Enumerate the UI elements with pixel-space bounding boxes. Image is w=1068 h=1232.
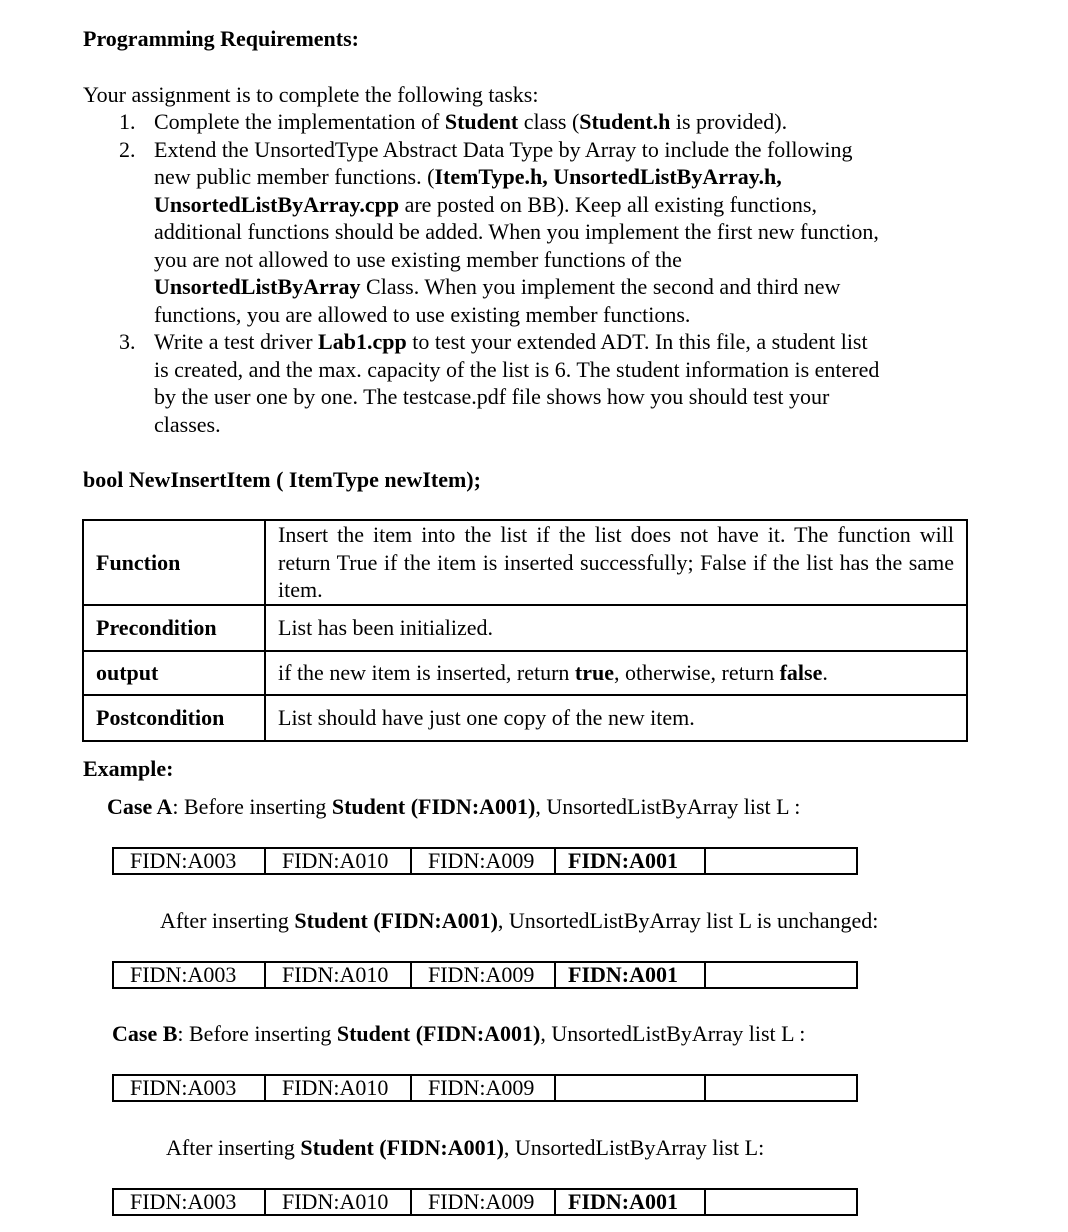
- case-a-after-array: [112, 961, 858, 989]
- array-cell: FIDN:A009: [412, 849, 556, 873]
- array-cell: FIDN:A010: [266, 1190, 412, 1214]
- case-a-before-array: [112, 847, 858, 875]
- spec-key: Function: [83, 520, 265, 605]
- requirements-list: [82, 108, 962, 438]
- text-run: additional functions should be added. When you implement the first new function,: [154, 219, 879, 244]
- array-cell: FIDN:A010: [266, 963, 412, 987]
- requirement-line: [154, 301, 962, 329]
- spec-row: [83, 520, 967, 605]
- requirement-line: [154, 356, 962, 384]
- spec-row: [83, 695, 967, 741]
- array-cell: FIDN:A003: [114, 849, 266, 873]
- bold-run: Student: [444, 109, 519, 134]
- text-run: , UnsortedListByArray list L :: [540, 1021, 806, 1046]
- requirement-number: 3.: [119, 329, 136, 354]
- requirement-line: [154, 411, 962, 439]
- requirement-item: [82, 108, 962, 136]
- text-run: After inserting: [160, 908, 295, 933]
- spec-key: output: [83, 651, 265, 695]
- bold-run: ItemType.h, UnsortedListByArray.h,: [434, 164, 782, 189]
- spec-value: [265, 651, 967, 695]
- text-run: : Before inserting: [172, 794, 332, 819]
- text-run: Extend the UnsortedType Abstract Data Type by Array to include the following: [154, 136, 853, 162]
- spec-value: [265, 695, 967, 741]
- text-run: Insert the item into the list if the list does not have it. The function will return True if the item is inserted successfully; False if the list has the same item.: [278, 522, 954, 602]
- bold-run: Student.h: [579, 109, 671, 134]
- array-cell: FIDN:A001: [556, 1190, 706, 1214]
- text-run: : Before inserting: [177, 1021, 337, 1046]
- text-run: , UnsortedListByArray list L :: [535, 794, 801, 819]
- array-cell: FIDN:A009: [412, 1190, 556, 1214]
- text-run: is created, and the max. capacity of the list is 6. The student information is entered: [154, 356, 880, 382]
- case-b-before-caption: [112, 1023, 805, 1045]
- array-cell: [706, 849, 856, 873]
- bold-run: Student (FIDN:A001): [331, 794, 536, 819]
- spec-key: Postcondition: [83, 695, 265, 741]
- bold-run: Student (FIDN:A001): [294, 908, 498, 933]
- text-run: , UnsortedListByArray list L:: [503, 1135, 765, 1160]
- array-cell: FIDN:A010: [266, 1076, 412, 1100]
- requirement-line: [154, 246, 962, 274]
- spec-row: [83, 651, 967, 695]
- array-cell: FIDN:A009: [412, 1076, 556, 1100]
- text-run: , UnsortedListByArray list L is unchanged:: [497, 908, 879, 933]
- case-a-before-caption: [107, 796, 800, 818]
- text-run: Write a test driver: [154, 329, 319, 354]
- requirement-line: [154, 108, 962, 136]
- text-run: you are not allowed to use existing member functions of the: [154, 246, 682, 272]
- function-prototype: bool NewInsertItem ( ItemType newItem);: [83, 467, 481, 492]
- text-run: functions, you are allowed to use existing member functions.: [154, 301, 691, 327]
- array-cell: FIDN:A003: [114, 1076, 266, 1100]
- array-cell: FIDN:A003: [114, 1190, 266, 1214]
- text-run: is provided).: [670, 109, 788, 134]
- case-b-after-caption: [166, 1137, 764, 1159]
- array-cell: FIDN:A001: [556, 849, 706, 873]
- bold-run: true: [574, 659, 615, 685]
- case-b-after-array: [112, 1188, 858, 1216]
- text-run: .: [822, 659, 828, 685]
- text-run: , otherwise, return: [614, 659, 780, 685]
- spec-table: [82, 519, 968, 742]
- text-run: to test your extended ADT. In this file, a student list: [406, 329, 868, 354]
- intro-text: Your assignment is to complete the following tasks:: [83, 82, 539, 107]
- array-cell: [706, 963, 856, 987]
- example-label: Example:: [83, 756, 174, 781]
- requirement-line: [154, 383, 962, 411]
- requirement-line: [154, 218, 962, 246]
- requirement-item: [82, 328, 962, 438]
- array-cell: [706, 1076, 856, 1100]
- case-a-after-caption: [160, 910, 878, 932]
- text-run: new public member functions. (: [154, 164, 435, 189]
- requirement-line: [154, 273, 962, 301]
- requirement-line: [154, 328, 962, 356]
- spec-value: [265, 520, 967, 605]
- text-run: class (: [518, 109, 580, 134]
- array-cell: [706, 1190, 856, 1214]
- text-run: List should have just one copy of the new item.: [278, 704, 695, 730]
- text-run: if the new item is inserted, return: [278, 659, 575, 685]
- requirement-line: [154, 136, 962, 164]
- bold-run: false: [779, 659, 823, 685]
- bold-run: Lab1.cpp: [318, 329, 407, 354]
- section-heading: Programming Requirements:: [83, 26, 359, 51]
- array-cell: FIDN:A003: [114, 963, 266, 987]
- requirement-item: [82, 136, 962, 329]
- text-run: classes.: [154, 411, 221, 437]
- requirement-number: 2.: [119, 136, 136, 162]
- requirement-line: [154, 191, 962, 219]
- text-run: List has been initialized.: [278, 614, 494, 640]
- text-run: Class. When you implement the second and third new: [360, 274, 841, 299]
- array-cell: FIDN:A010: [266, 849, 412, 873]
- text-run: by the user one by one. The testcase.pdf file shows how you should test your: [154, 384, 830, 409]
- bold-run: Student (FIDN:A001): [336, 1021, 541, 1046]
- text-run: After inserting: [166, 1135, 301, 1160]
- bold-run: UnsortedListByArray.cpp: [154, 191, 400, 217]
- requirement-number: 1.: [119, 109, 136, 134]
- spec-key: Precondition: [83, 605, 265, 651]
- array-cell: [556, 1076, 706, 1100]
- requirement-line: [154, 163, 962, 191]
- text-run: are posted on BB). Keep all existing functions,: [399, 191, 817, 217]
- spec-row: [83, 605, 967, 651]
- bold-run: Case B: [112, 1021, 178, 1046]
- bold-run: Student (FIDN:A001): [300, 1135, 504, 1160]
- bold-run: Case A: [107, 794, 173, 819]
- array-cell: FIDN:A001: [556, 963, 706, 987]
- array-cell: FIDN:A009: [412, 963, 556, 987]
- text-run: Complete the implementation of: [154, 109, 445, 134]
- bold-run: UnsortedListByArray: [154, 274, 361, 299]
- spec-value: [265, 605, 967, 651]
- case-b-before-array: [112, 1074, 858, 1102]
